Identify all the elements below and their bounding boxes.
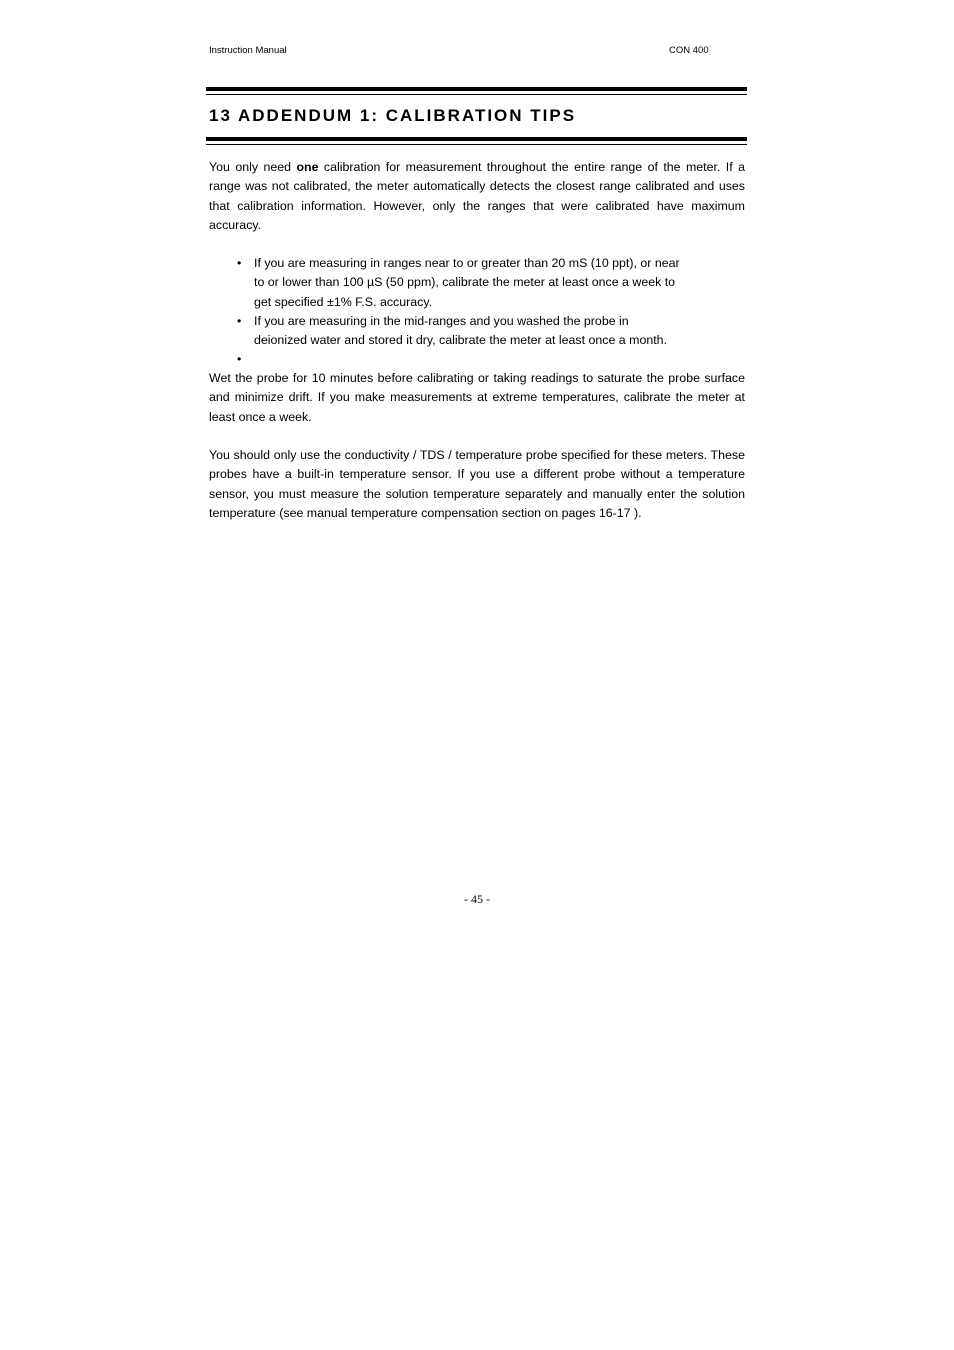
bullet-icon: •	[237, 313, 242, 328]
list-item-text: If you are measuring in ranges near to or greater than 20 mS (10 ppt), or near to or lower than 100 µS (50 ppm), calibrate the meter at least once a week to get specified ±1% F.S. accuracy.	[254, 256, 680, 309]
intro-bold-word: one	[296, 160, 319, 174]
title-bottom-rule-thick	[206, 137, 747, 141]
bullet-icon: •	[237, 352, 242, 367]
list-item-text: If you are measuring in the mid-ranges and you washed the probe in deionized water and stored it dry, calibrate the meter at least once a month.	[254, 313, 668, 348]
intro-text-end: calibration for measurement throughout the entire range of the meter. If a range was not calibrated, the meter automatically detects the closest range calibrated and uses that calibration information. However, only the ranges that were calibrated have maximum accuracy.	[209, 160, 745, 232]
running-header-title: Instruction Manual	[209, 45, 287, 56]
list-item	[209, 350, 684, 369]
title-top-rule-thick	[206, 87, 747, 91]
list-item	[209, 312, 684, 351]
page-number: - 45 -	[464, 892, 490, 906]
section-title: 13 ADDENDUM 1: CALIBRATION TIPS	[209, 106, 577, 125]
title-top-rule-thin	[206, 94, 747, 95]
calibration-tips-list	[209, 254, 745, 370]
intro-paragraph	[209, 158, 745, 235]
intro-text-start: You only need	[209, 160, 297, 174]
list-item	[209, 254, 684, 312]
wet-probe-paragraph: Wet the probe for 10 minutes before calibrating or taking readings to saturate the probe surface and minimize drift. If you make measurements at extreme temperatures, calibrate the meter at least once a week.	[209, 371, 745, 424]
probe-usage-paragraph: You should only use the conductivity / TDS / temperature probe specified for these meters. These probes have a built-in temperature sensor. If you use a different probe without a temperature sensor, you must measure the solution temperature separately and manually enter the solution temperature (see manual temperature compensation section on pages 16-17 ).	[209, 448, 745, 520]
bullet-icon: •	[237, 256, 242, 270]
title-bottom-rule-thin	[206, 144, 747, 145]
running-header-model: CON 400	[669, 45, 709, 56]
